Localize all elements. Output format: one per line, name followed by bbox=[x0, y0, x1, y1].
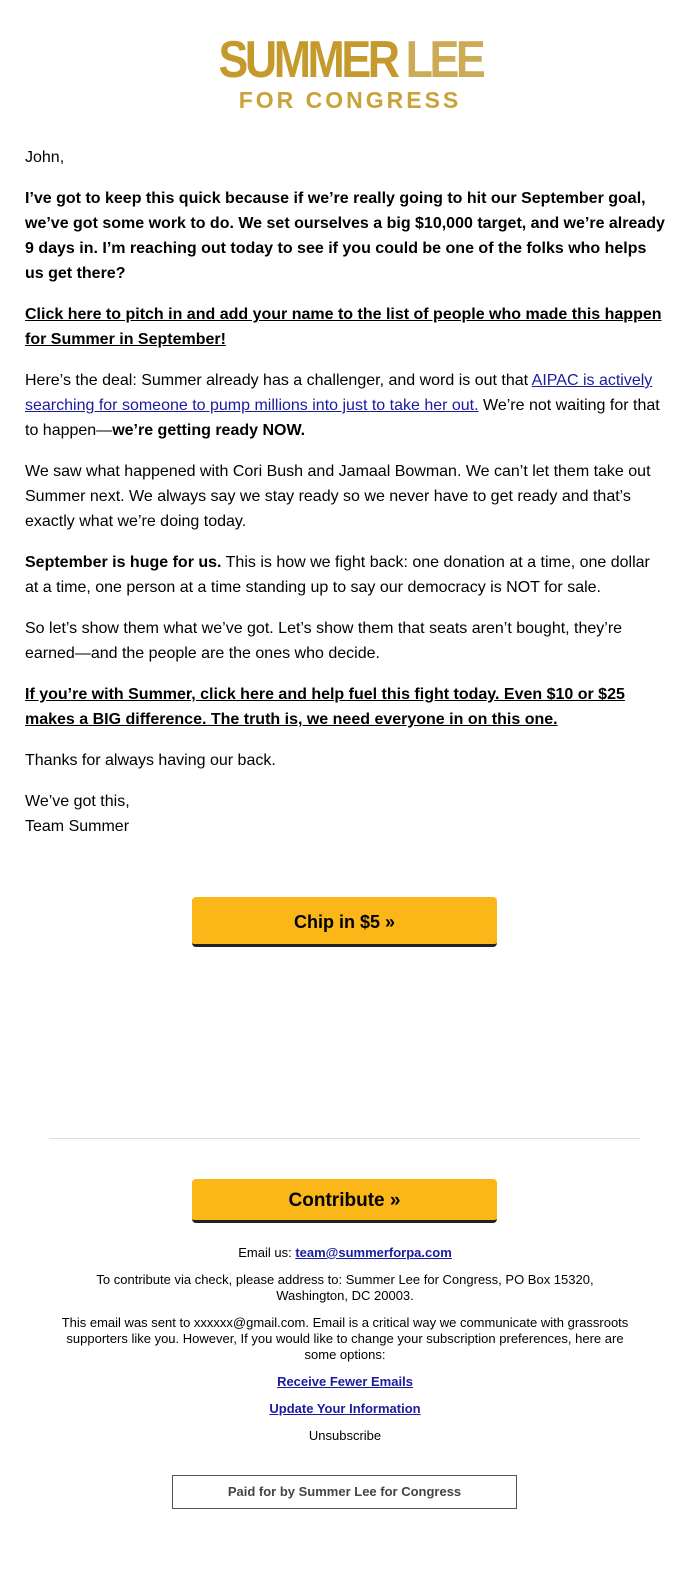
pitch-in-link[interactable]: Click here to pitch in and add your name to the list of people who made this happen for Summer in September! bbox=[25, 306, 662, 348]
aipac-link[interactable]: AIPAC is actively searching for someone to pump millions into just to take her out. bbox=[25, 372, 653, 414]
update-information-link[interactable]: Update Your Information bbox=[269, 1401, 421, 1416]
signer: Team Summer bbox=[25, 818, 130, 835]
contribute-button[interactable]: Contribute » bbox=[192, 1179, 497, 1223]
paragraph-show-them: So let’s show them what we’ve got. Let’s show them that seats aren’t bought, they’re earned—and the people are the ones who decide. bbox=[25, 620, 623, 662]
paragraph-bush-bowman: We saw what happened with Cori Bush and Jamaal Bowman. We can’t let them take out Summer next. We always say we stay ready so we never have to get ready and that’s exactly what we’re doing today. bbox=[25, 463, 651, 530]
deal-text-bold: we’re getting ready NOW. bbox=[112, 422, 306, 439]
footer bbox=[60, 1245, 630, 1455]
paragraph-september bbox=[25, 550, 665, 600]
paragraph-deal bbox=[25, 368, 665, 443]
fuel-fight-link[interactable]: If you’re with Summer, click here and help fuel this fight today. Even $10 or $25 makes a BIG difference. The truth is, we need everyone in on this one. bbox=[25, 686, 625, 728]
receive-fewer-emails-link[interactable]: Receive Fewer Emails bbox=[277, 1374, 413, 1389]
email-us bbox=[60, 1245, 630, 1261]
unsubscribe-link[interactable]: Unsubscribe bbox=[308, 1428, 382, 1443]
deal-text-a: Here’s the deal: Summer already has a challenger, and word is out that bbox=[25, 372, 532, 389]
logo-subtitle: FOR CONGRESS bbox=[238, 87, 462, 113]
deal-text-b: We’re not waiting for that to happen— bbox=[25, 397, 660, 439]
email-copy bbox=[25, 145, 665, 855]
september-bold: September is huge for us. bbox=[25, 554, 222, 571]
campaign-logo[interactable] bbox=[0, 31, 700, 113]
chip-in-button[interactable]: Chip in $5 » bbox=[192, 897, 497, 947]
signature bbox=[25, 789, 665, 839]
divider bbox=[49, 1138, 640, 1139]
paragraph-intro: I’ve got to keep this quick because if we’re really going to hit our September goal, we’ve got some work to do. We set ourselves a big $10,000 target, and we’re already 9 days in. I’m reaching out today to see if you could be one of the folks who helps us get there? bbox=[25, 190, 665, 282]
subscription-notice: This email was sent to xxxxxx@gmail.com. Email is a critical way we communicate with grassroots supporters like you. However, If you would like to change your subscription preferences, here are some options: bbox=[61, 1315, 629, 1362]
greeting: John, bbox=[25, 149, 65, 166]
logo-lee: LEE bbox=[405, 31, 482, 89]
logo-summer: SUMMER bbox=[218, 31, 397, 89]
check-address: To contribute via check, please address to: Summer Lee for Congress, PO Box 15320, Washington, DC 20003. bbox=[96, 1272, 594, 1303]
signoff: We’ve got this, bbox=[25, 793, 130, 810]
september-rest: This is how we fight back: one donation at a time, one dollar at a time, one person at a time standing up to say our democracy is NOT for sale. bbox=[25, 554, 650, 596]
logo-wordmark bbox=[218, 31, 482, 89]
email-address-link[interactable]: team@summerforpa.com bbox=[295, 1245, 452, 1260]
paragraph-thanks: Thanks for always having our back. bbox=[25, 752, 276, 769]
email-us-label: Email us: bbox=[238, 1245, 296, 1260]
paid-for-disclaimer: Paid for by Summer Lee for Congress bbox=[172, 1475, 517, 1509]
